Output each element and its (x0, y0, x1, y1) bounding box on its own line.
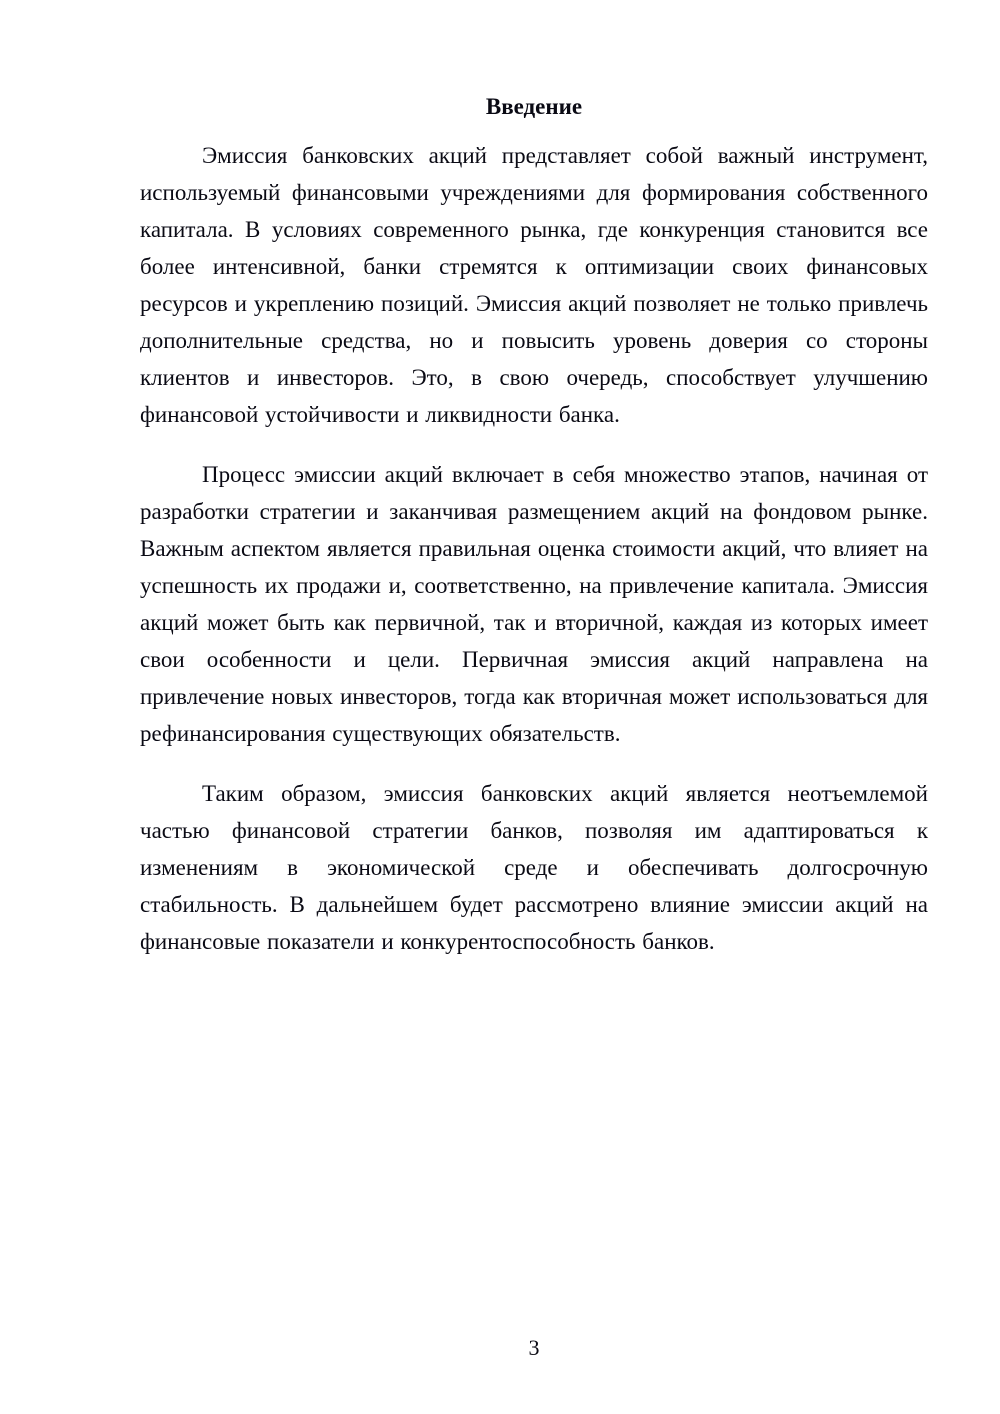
paragraph-intro: Эмиссия банковских акций представляет собой важный инструмент, используемый финансовыми учреждениями для формирования собственного капитала. В условиях современного рынка, где конкуренция становится все более интенсивной, банки стремятся к оптимизации своих финансовых ресурсов и укреплению позиций. Эмиссия акций позволяет не только привлечь дополнительные средства, но и повысить уровень доверия со стороны клиентов и инвесторов. Это, в свою очередь, способствует улучшению финансовой устойчивости и ликвидности банка. (140, 143, 928, 427)
paragraph-conclusion: Таким образом, эмиссия банковских акций является неотъемлемой частью финансовой стратегии банков, позволяя им адаптироваться к изменениям в экономической среде и обеспечивать долгосрочную стабильность. В дальнейшем будет рассмотрено влияние эмиссии акций на финансовые показатели и конкурентоспособность банков. (140, 781, 928, 954)
paragraph-process: Процесс эмиссии акций включает в себя множество этапов, начиная от разработки стратегии и заканчивая размещением акций на фондовом рынке. Важным аспектом является правильная оценка стоимости акций, что влияет на успешность их продажи и, соответственно, на привлечение капитала. Эмиссия акций может быть как первичной, так и вторичной, каждая из которых имеет свои особенности и цели. Первичная эмиссия акций направлена на привлечение новых инвесторов, тогда как вторичная может использоваться для рефинансирования существующих обязательств. (140, 462, 928, 746)
page-number: 3 (528, 1335, 540, 1360)
page-heading: Введение (485, 94, 583, 119)
